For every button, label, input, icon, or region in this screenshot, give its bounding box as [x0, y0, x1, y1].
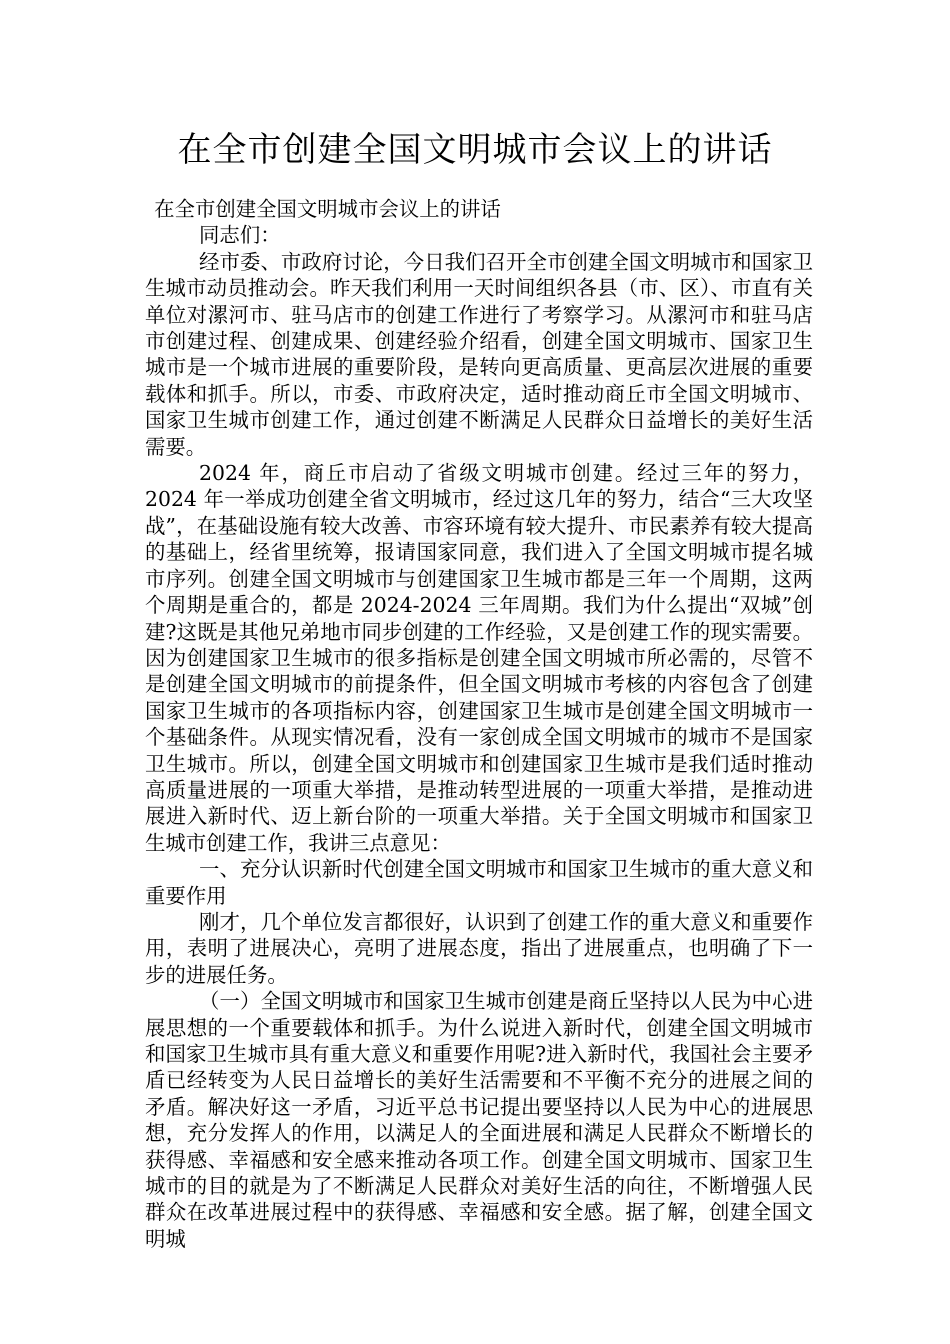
- paragraph-2: 2024 年，商丘市启动了省级文明城市创建。经过三年的努力，2024 年一举成功创建全省文明城市，经过这几年的努力，结合“三大攻坚战”，在基础设施有较大改善、市容环境有较大提升、市民素养有较大提高的基础上，经省里统筹，报请国家同意，我们进入了全国文明城市提名城市序列。创建全国文明城市与创建国家卫生城市都是三年一个周期，这两个周期是重合的，都是 2024-2024 三年周期。我们为什么提出“双城”创建?这既是其他兄弟地市同步创建的工作经验，又是创建工作的现实需要。因为创建国家卫生城市的很多指标是创建全国文明城市所必需的，尽管不是创建全国文明城市的前提条件，但全国文明城市考核的内容包含了创建国家卫生城市的各项指标内容，创建国家卫生城市是创建全国文明城市一个基础条件。从现实情况看，没有一家创成全国文明城市的城市不是国家卫生城市。所以，创建全国文明城市和创建国家卫生城市是我们适时推动高质量进展的一项重大举措，是推动转型进展的一项重大举措，是推动进展进入新时代、迈上新台阶的一项重大举措。关于全国文明城市和国家卫生城市创建工作，我讲三点意见：: [145, 461, 813, 855]
- document-body: [145, 196, 813, 1252]
- paragraph-1: 经市委、市政府讨论，今日我们召开全市创建全国文明城市和国家卫生城市动员推动会。昨天我们利用一天时间组织各县（市、区）、市直有关单位对漯河市、驻马店市的创建工作进行了考察学习。从漯河市和驻马店市创建过程、创建成果、创建经验介绍看，创建全国文明城市、国家卫生城市是一个城市进展的重要阶段，是转向更高质量、更高层次进展的重要载体和抓手。所以，市委、市政府决定，适时推动商丘市全国文明城市、国家卫生城市创建工作，通过创建不断满足人民群众日益增长的美好生活需要。: [145, 249, 813, 459]
- document-subtitle: 在全市创建全国文明城市会议上的讲话: [154, 197, 501, 221]
- paragraph-4: （一）全国文明城市和国家卫生城市创建是商丘坚持以人民为中心进展思想的一个重要载体和抓手。为什么说进入新时代，创建全国文明城市和国家卫生城市具有重大意义和重要作用呢?进入新时代，我国社会主要矛盾已经转变为人民日益增长的美好生活需要和不平衡不充分的进展之间的矛盾。解决好这一矛盾，习近平总书记提出要坚持以人民为中心的进展思想，充分发挥人的作用，以满足人的全面进展和满足人民群众不断增长的获得感、幸福感和安全感来推动各项工作。创建全国文明城市、国家卫生城市的目的就是为了不断满足人民群众对美好生活的向往，不断增强人民群众在改革进展过程中的获得感、幸福感和安全感。据了解，创建全国文明城: [145, 989, 813, 1251]
- document-title: 在全市创建全国文明城市会议上的讲话: [177, 130, 773, 170]
- section-heading-1: 一、充分认识新时代创建全国文明城市和国家卫生城市的重大意义和重要作用: [145, 857, 813, 908]
- paragraph-3: 刚才，几个单位发言都很好，认识到了创建工作的重大意义和重要作用，表明了进展决心，亮明了进展态度，指出了进展重点，也明确了下一步的进展任务。: [145, 909, 813, 987]
- salutation: 同志们：: [199, 223, 281, 248]
